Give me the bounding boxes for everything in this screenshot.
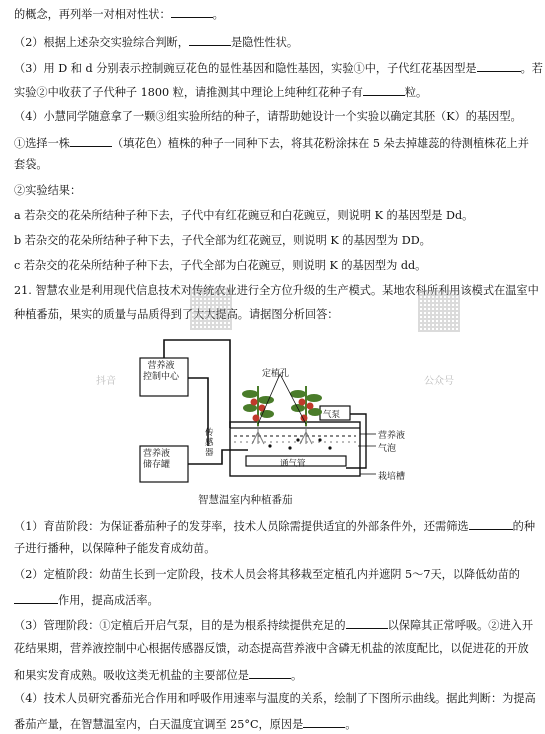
text: （2）根据上述杂交实验综合判断， — [14, 36, 189, 49]
answer-blank[interactable] — [70, 135, 112, 147]
text: （填花色）植株的种子一同种下去，将其花粉涂抹在 5 朵去掉雄蕊的待测植株花上并 — [111, 137, 529, 150]
text-line — [14, 716, 537, 732]
answer-blank[interactable] — [189, 34, 231, 46]
text: 。若 — [520, 62, 543, 75]
greenhouse-diagram — [130, 328, 420, 518]
tomato-plant-left — [242, 386, 274, 444]
watermark-qr — [190, 288, 232, 330]
text-line — [14, 84, 537, 100]
cultivation-tank-label: 栽培槽 — [378, 472, 406, 482]
planting-hole-label: 定植孔 — [262, 369, 290, 379]
watermark-qr — [418, 290, 460, 332]
text-line: （2）定植阶段：幼苗生长到一定阶段，技术人员会将其移栽至定植孔内并遮阴 5～7天，以降低幼苗的 — [14, 568, 520, 581]
text: 作用，提高成活率。 — [58, 594, 159, 607]
answer-blank[interactable] — [171, 6, 213, 18]
control-center-label: 营养液 控制中心 — [143, 361, 180, 382]
text: 。 — [345, 718, 357, 731]
text: ①选择一株 — [14, 137, 70, 150]
answer-blank[interactable] — [477, 60, 521, 72]
storage-pipe — [188, 450, 248, 464]
text: 番茄产量，在智慧温室内，白天温度宜调至 25°C，原因是 — [14, 718, 304, 731]
air-pump-label: 气泵 — [323, 410, 341, 420]
text: （1）育苗阶段：为保证番茄种子的发芽率，技术人员除需提供适宜的外部条件外，还需筛选 — [14, 520, 469, 533]
control-line — [164, 340, 230, 428]
text-line — [14, 667, 537, 683]
text: （3）用 D 和 d 分别表示控制豌豆花色的显性基因和隐性基因，实验①中，子代红花基因型是 — [14, 62, 477, 75]
answer-blank[interactable] — [363, 84, 405, 96]
text-line — [14, 592, 537, 608]
answer-blank[interactable] — [469, 518, 513, 530]
text-line: 子进行播种，以保障种子能发育成幼苗。 — [14, 542, 216, 555]
sensor-label: 传 感 器 — [205, 428, 214, 458]
text: 粒。 — [404, 86, 428, 99]
text: 和果实发育成熟。吸收这类无机盐的主要部位是 — [14, 669, 249, 682]
text: 以保障其正常呼吸。②进入开 — [387, 619, 534, 632]
air-pipe-label: 通气管 — [280, 459, 306, 469]
storage-label: 营养液 储存罐 — [143, 449, 171, 470]
answer-blank[interactable] — [346, 617, 388, 629]
diagram-svg — [130, 328, 420, 518]
text-line: （4）技术人员研究番茄光合作用和呼吸作用速率与温度的关系，绘制了下图所示曲线。据此判断：为提高 — [14, 692, 536, 705]
text-line — [14, 34, 537, 50]
answer-blank[interactable] — [249, 667, 291, 679]
text-line — [14, 617, 537, 633]
text-line — [14, 60, 543, 76]
text-line — [14, 135, 537, 151]
answer-blank[interactable] — [14, 592, 58, 604]
text-line: c 若杂交的花朵所结种子种下去，子代全部为白花豌豆，则说明 K 的基因型为 dd。 — [14, 259, 427, 272]
text-line: ②实验结果： — [14, 184, 82, 197]
text: 的概念，再列举一对相对性状： — [14, 8, 171, 21]
text-line: （4）小慧同学随意拿了一颗③组实验所结的种子，请帮助她设计一个实验以确定其胚（K）的基因型。 — [14, 110, 522, 123]
text-line — [14, 518, 537, 534]
text-line — [14, 6, 537, 22]
text-line: 种植番茄，果实的质量与品质得到了大大提高。请据图分析回答： — [14, 308, 339, 321]
diagram-caption: 智慧温室内种植番茄 — [198, 494, 293, 506]
bubble-label: 气泡 — [378, 444, 397, 454]
text: 。 — [290, 669, 303, 682]
text-line: b 若杂交的花朵所结种子种下去，子代全部为红花豌豆，则说明 K 的基因型为 DD。 — [14, 234, 431, 247]
watermark-right: 公众号 — [424, 376, 454, 387]
text-line: a 若杂交的花朵所结种子种下去，子代中有红花豌豆和白花豌豆，则说明 K 的基因型是 Dd。 — [14, 209, 474, 222]
text: 的种 — [512, 520, 536, 533]
text: （3）管理阶段：①定植后开启气泵，目的是为根系持续提供充足的 — [14, 619, 346, 632]
answer-blank[interactable] — [303, 716, 345, 728]
text: 。 — [212, 8, 224, 21]
text: 实验②中收获了子代种子 1800 粒，请推测其中理论上纯种红花种子有 — [14, 86, 363, 99]
text-line: 套袋。 — [14, 158, 48, 171]
text-line: 21. 智慧农业是利用现代信息技术对传统农业进行全方位升级的生产模式。某地农科所利用该模式在温室中 — [14, 284, 539, 297]
watermark-left: 抖音 — [96, 376, 116, 387]
text-line: 花结果期，营养液控制中心根据传感器反馈，动态提高营养液中含磷无机盐的浓度配比，以促进花的开放 — [14, 642, 529, 655]
tomato-plant-right — [290, 386, 322, 444]
nutrient-solution-label: 营养液 — [378, 431, 406, 441]
text: 是隐性性状。 — [230, 36, 299, 49]
